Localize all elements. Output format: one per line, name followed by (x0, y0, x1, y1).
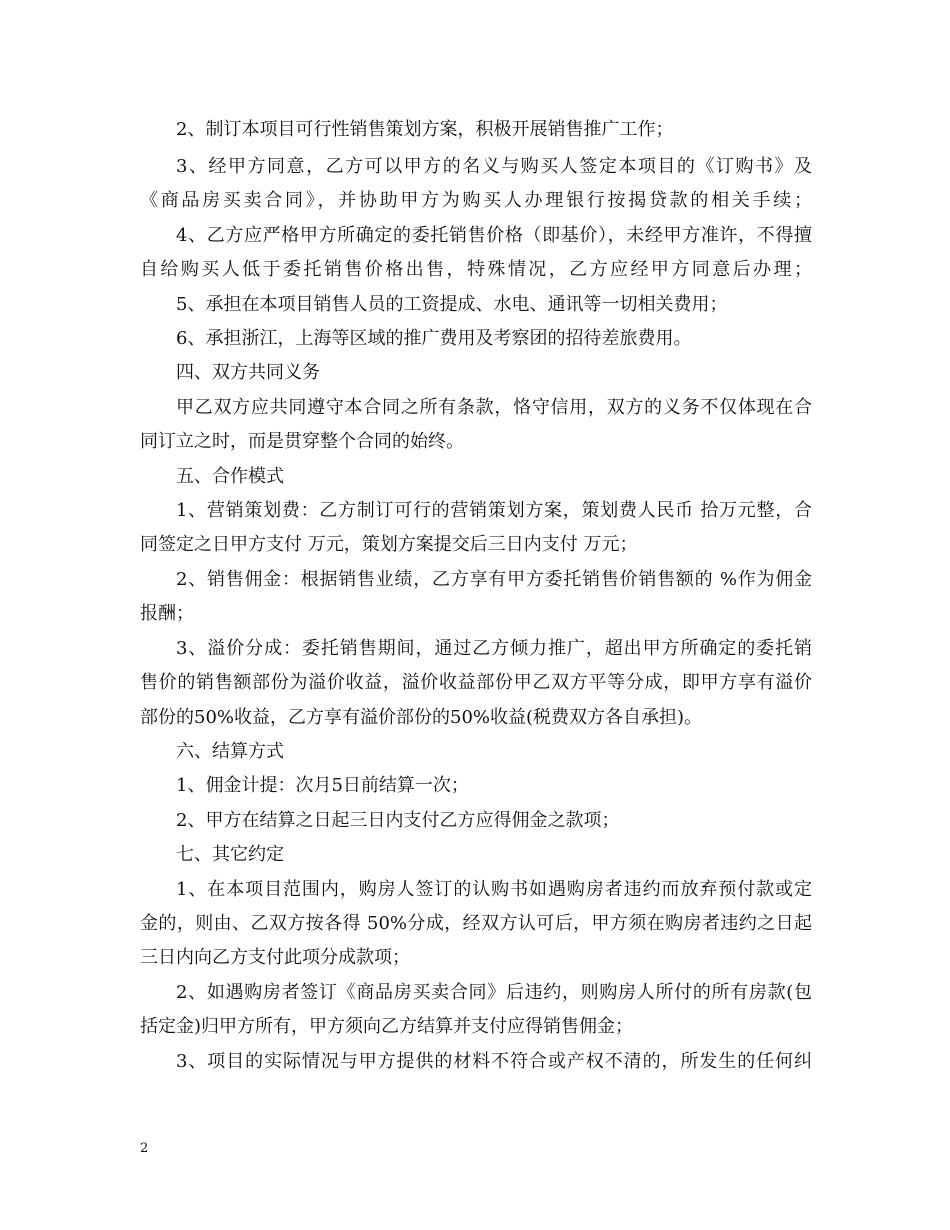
settlement-item-2: 2、甲方在结算之日起三日内支付乙方应得佣金之款项； (176, 810, 620, 831)
other-terms-2-line-1: 2、如遇购房者签订《商品房买卖合同》后违约，则购房人所付的所有房款(包 (176, 982, 812, 1003)
section-heading-5: 五、合作模式 (176, 466, 284, 487)
item-5-line-1: 5、承担在本项目销售人员的工资提成、水电、通讯等一切相关费用； (176, 294, 728, 315)
section-heading-6: 六、结算方式 (176, 741, 284, 762)
commission-line-2: 报酬； (140, 603, 194, 624)
item-4-line-1: 4、乙方应严格甲方所确定的委托销售价格（即基价），未经甲方准许，不得擅 (176, 225, 812, 246)
commission-line-1: 2、销售佣金：根据销售业绩，乙方享有甲方委托销售价销售额的 %作为佣金 (176, 569, 812, 590)
other-terms-3-line-1: 3、项目的实际情况与甲方提供的材料不符合或产权不清的，所发生的任何纠 (176, 1051, 812, 1072)
other-terms-1-line-3: 三日内向乙方支付此项分成款项； (140, 947, 410, 968)
marketing-fee-line-2: 同签定之日甲方支付 万元，策划方案提交后三日内支付 万元； (140, 534, 638, 555)
section-heading-7: 七、其它约定 (176, 844, 284, 865)
premium-share-line-2: 售价的销售额部份为溢价收益，溢价收益部份甲乙双方平等分成，即甲方享有溢价 (140, 672, 812, 693)
other-terms-1-line-1: 1、在本项目范围内，购房人签订的认购书如遇购房者违约而放弃预付款或定 (176, 879, 812, 900)
other-terms-1-line-2: 金的，则由、乙双方按各得 50%分成，经双方认可后，甲方须在购房者违约之日起 (140, 913, 812, 934)
item-2-line-1: 2、制订本项目可行性销售策划方案，积极开展销售推广工作； (176, 119, 674, 140)
mutual-obligation-line-2: 同订立之时，而是贯穿整个合同的始终。 (140, 431, 464, 452)
item-4-line-2: 自给购买人低于委托销售价格出售，特殊情况，乙方应经甲方同意后办理； (140, 259, 812, 280)
other-terms-2-line-2: 括定金)归甲方所有，甲方须向乙方结算并支付应得销售佣金； (140, 1016, 634, 1037)
mutual-obligation-line-1: 甲乙双方应共同遵守本合同之所有条款，恪守信用，双方的义务不仅体现在合 (176, 397, 812, 418)
settlement-item-1: 1、佣金计提：次月5日前结算一次； (176, 775, 469, 796)
item-6-line-1: 6、承担浙江，上海等区域的推广费用及考察团的招待差旅费用。 (176, 328, 692, 349)
section-heading-4: 四、双方共同义务 (176, 362, 320, 383)
premium-share-line-1: 3、溢价分成：委托销售期间，通过乙方倾力推广，超出甲方所确定的委托销 (176, 638, 812, 659)
item-3-line-1: 3、经甲方同意，乙方可以甲方的名义与购买人签定本项目的《订购书》及 (176, 156, 812, 177)
marketing-fee-line-1: 1、营销策划费：乙方制订可行的营销策划方案，策划费人民币 拾万元整，合 (176, 500, 812, 521)
page-number: 2 (140, 1141, 149, 1156)
premium-share-line-3: 部份的50%收益，乙方享有溢价部份的50%收益(税费双方各自承担)。 (140, 707, 703, 728)
item-3-line-2: 《商品房买卖合同》，并协助甲方为购买人办理银行按揭贷款的相关手续； (140, 190, 812, 211)
